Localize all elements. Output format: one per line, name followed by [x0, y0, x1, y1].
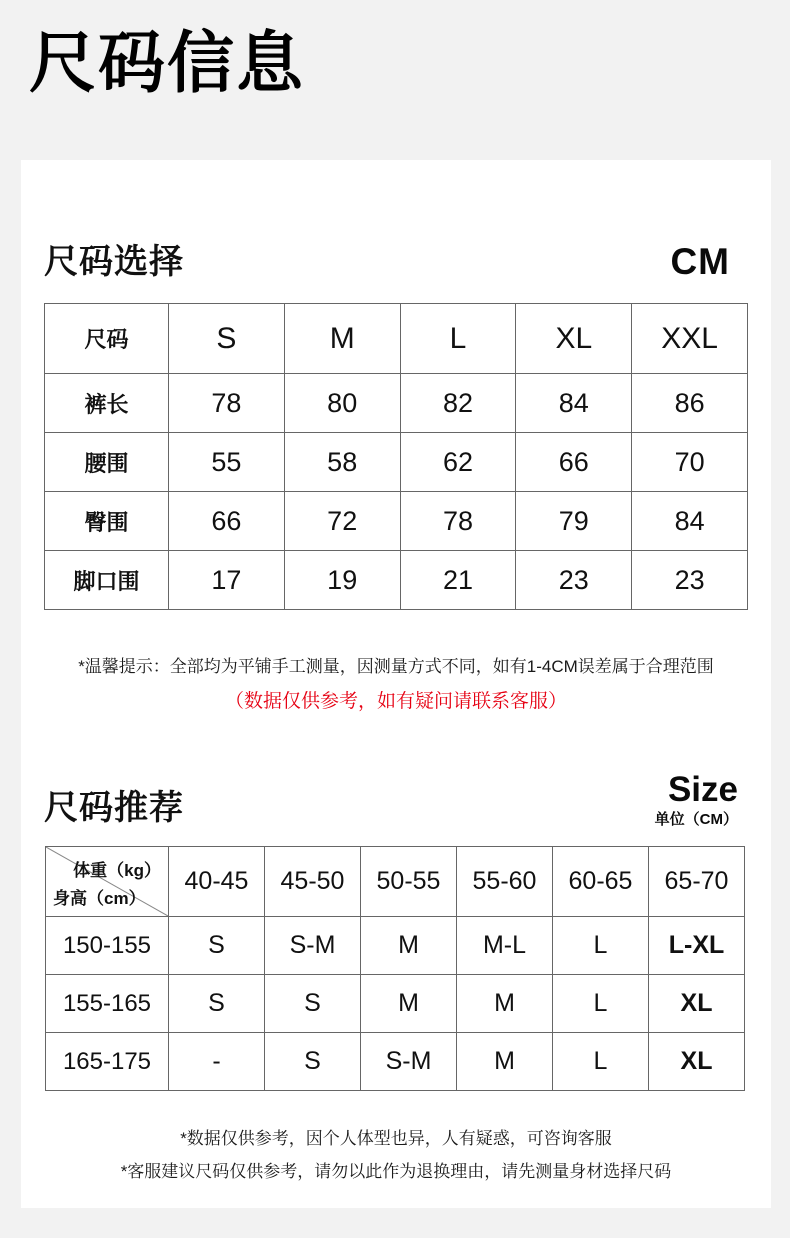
contact-service-note: （数据仅供参考，如有疑问请联系客服）: [224, 691, 567, 712]
height-row-label: 150-155: [46, 917, 169, 975]
table-row: [46, 917, 745, 975]
size-select-header: [21, 234, 771, 283]
table-cell: S-M: [265, 917, 361, 975]
unit-cm-label: 单位（CM）: [654, 811, 738, 829]
table-row: [45, 304, 748, 374]
table-cell: 70: [632, 433, 748, 492]
size-unit-block: [654, 770, 738, 829]
table-cell: S: [169, 917, 265, 975]
recommendation-disclaimers: [21, 1123, 771, 1188]
table-cell: M: [457, 975, 553, 1033]
row-label: 裤长: [45, 374, 169, 433]
table-cell: 80: [284, 374, 400, 433]
size-recommendation-table: [45, 846, 745, 1091]
table-row: [45, 551, 748, 610]
table-cell: M-L: [457, 917, 553, 975]
page-title: 尺码信息: [29, 26, 305, 101]
table-row: [45, 492, 748, 551]
table-cell: L: [553, 1033, 649, 1091]
table-row: [45, 433, 748, 492]
table-cell: 23: [516, 551, 632, 610]
size-measurement-table: [44, 303, 748, 610]
corner-weight-label: 体重（kg）: [73, 861, 161, 881]
table-cell: 78: [400, 492, 516, 551]
row-label: 脚口围: [45, 551, 169, 610]
diagonal-corner-cell: [46, 847, 169, 917]
size-column-header: S: [169, 304, 285, 374]
size-column-header: L: [400, 304, 516, 374]
table-cell: 84: [632, 492, 748, 551]
table-cell: XL: [649, 1033, 745, 1091]
table-cell: 55: [169, 433, 285, 492]
table-cell: L-XL: [649, 917, 745, 975]
table-cell: S: [265, 975, 361, 1033]
table-cell: M: [457, 1033, 553, 1091]
table-cell: 66: [516, 433, 632, 492]
disclaimer-line: *数据仅供参考，因个人体型也异，人有疑惑，可咨询客服: [180, 1129, 612, 1149]
table-row: [46, 975, 745, 1033]
height-row-label: 165-175: [46, 1033, 169, 1091]
cm-unit-label: CM: [670, 241, 730, 282]
table-cell: 78: [169, 374, 285, 433]
weight-column-header: 60-65: [553, 847, 649, 917]
size-word-label: Size: [667, 770, 738, 809]
size-recommend-header: [21, 770, 771, 829]
table-cell: 19: [284, 551, 400, 610]
table-cell: XL: [649, 975, 745, 1033]
row-label: 腰围: [45, 433, 169, 492]
disclaimer-line: *客服建议尺码仅供参考，请勿以此作为退换理由，请先测量身材选择尺码: [120, 1161, 672, 1181]
table-cell: 58: [284, 433, 400, 492]
table-cell: S: [169, 975, 265, 1033]
table-cell: 17: [169, 551, 285, 610]
table-cell: M: [361, 917, 457, 975]
table-cell: 72: [284, 492, 400, 551]
weight-column-header: 55-60: [457, 847, 553, 917]
weight-column-header: 50-55: [361, 847, 457, 917]
table-cell: 21: [400, 551, 516, 610]
table-cell: 86: [632, 374, 748, 433]
weight-column-header: 65-70: [649, 847, 745, 917]
table-cell: 84: [516, 374, 632, 433]
table-row: [45, 374, 748, 433]
size-column-header: XXL: [632, 304, 748, 374]
size-column-header: XL: [516, 304, 632, 374]
size-info-card: [21, 160, 771, 1208]
weight-column-header: 40-45: [169, 847, 265, 917]
table-cell: M: [361, 975, 457, 1033]
row-label: 臀围: [45, 492, 169, 551]
table-cell: S-M: [361, 1033, 457, 1091]
table-cell: L: [553, 917, 649, 975]
size-table-corner-label: 尺码: [45, 304, 169, 374]
weight-column-header: 45-50: [265, 847, 361, 917]
table-cell: 82: [400, 374, 516, 433]
table-cell: L: [553, 975, 649, 1033]
table-row: [46, 1033, 745, 1091]
table-row: [46, 847, 745, 917]
table-cell: 66: [169, 492, 285, 551]
measurement-disclaimer: *温馨提示：全部均为平铺手工测量，因测量方式不同，如有1-4CM误差属于合理范围: [78, 657, 714, 676]
size-column-header: M: [284, 304, 400, 374]
size-select-heading: 尺码选择: [44, 243, 184, 281]
table-cell: 23: [632, 551, 748, 610]
corner-height-label: 身高（cm）: [53, 889, 146, 909]
table-cell: 62: [400, 433, 516, 492]
table-cell: 79: [516, 492, 632, 551]
size-recommend-heading: 尺码推荐: [44, 789, 184, 828]
table-cell: -: [169, 1033, 265, 1091]
table-cell: S: [265, 1033, 361, 1091]
height-row-label: 155-165: [46, 975, 169, 1033]
